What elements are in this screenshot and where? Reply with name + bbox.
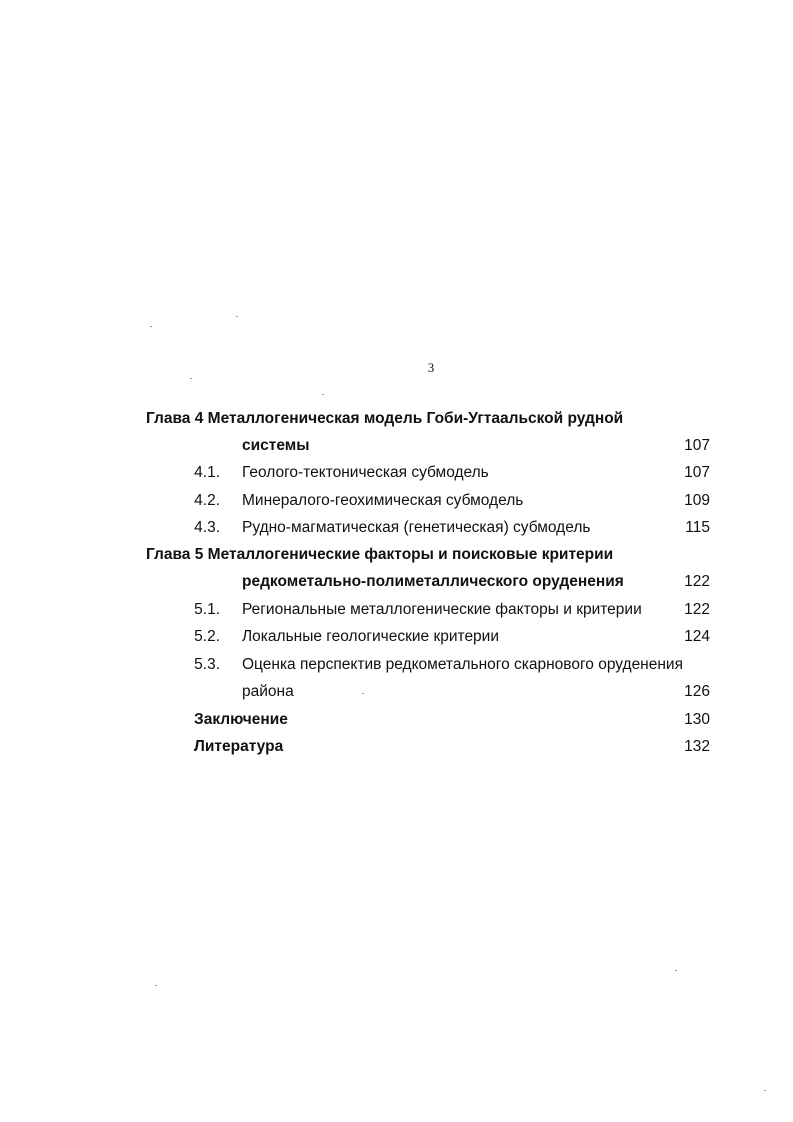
chapter5-title-line2: редкометально-полиметаллического оруденения	[242, 573, 624, 590]
section-4-3-number: 4.3.	[194, 519, 220, 536]
section-5-2-page: 124	[684, 628, 710, 645]
section-5-3-number: 5.3.	[194, 656, 220, 673]
section-4-3-page: 115	[685, 519, 710, 536]
chapter5-page: 122	[684, 573, 710, 590]
scan-speck	[190, 378, 192, 379]
chapter5-title-line1: Глава 5 Металлогенические факторы и поисковые критерии	[146, 546, 614, 563]
section-5-1-number: 5.1.	[194, 601, 220, 618]
scan-speck	[236, 316, 238, 317]
section-4-2-page: 109	[684, 492, 710, 509]
section-5-2-title: Локальные геологические критерии	[242, 628, 499, 645]
section-5-3-title-line1: Оценка перспектив редкометального скарнового оруденения	[242, 656, 683, 673]
section-4-1-page: 107	[684, 464, 710, 481]
section-4-2-title: Минералого-геохимическая субмодель	[242, 492, 524, 509]
scan-speck	[155, 985, 157, 986]
scan-speck	[675, 970, 677, 971]
section-5-1-title: Региональные металлогенические факторы и критерии	[242, 601, 642, 618]
section-5-3-page: 126	[684, 683, 710, 700]
section-5-1-page: 122	[684, 601, 710, 618]
page-number: 3	[427, 360, 435, 375]
section-4-2-number: 4.2.	[194, 492, 220, 509]
literature-page: 132	[684, 738, 710, 755]
section-5-2-number: 5.2.	[194, 628, 220, 645]
section-4-3-title: Рудно-магматическая (генетическая) субмодель	[242, 519, 591, 536]
scan-speck	[322, 394, 324, 395]
scan-speck	[150, 326, 152, 327]
scan-speck	[362, 693, 364, 694]
scan-speck	[764, 1090, 766, 1091]
section-5-3-title-line2: района	[242, 683, 294, 700]
chapter4-title-line1: Глава 4 Металлогеническая модель Гоби-Угтаальской рудной	[146, 410, 624, 427]
conclusion-title: Заключение	[194, 711, 288, 728]
section-4-1-number: 4.1.	[194, 464, 220, 481]
literature-title: Литература	[194, 738, 284, 755]
conclusion-page: 130	[684, 711, 710, 728]
chapter4-page: 107	[684, 437, 710, 454]
chapter4-title-line2: системы	[242, 437, 310, 454]
section-4-1-title: Геолого-тектоническая субмодель	[242, 464, 489, 481]
